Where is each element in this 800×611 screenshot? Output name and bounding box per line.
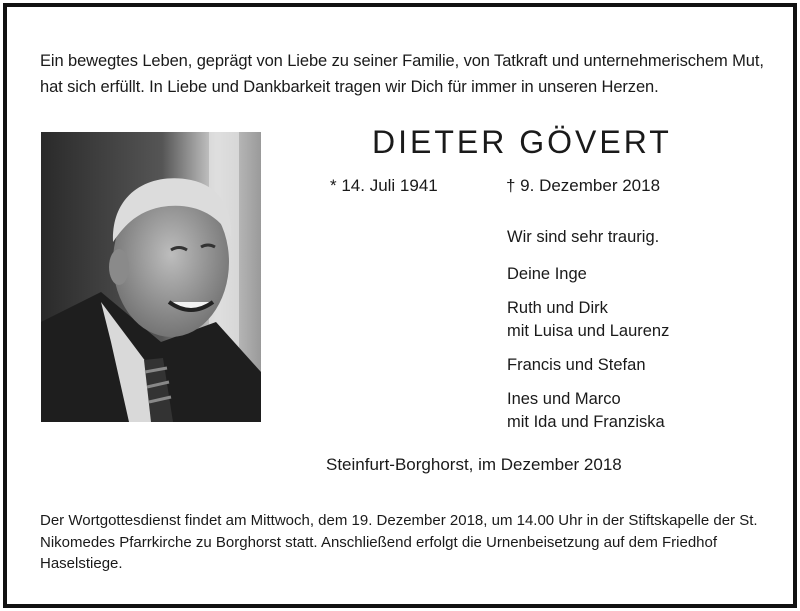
service-text: Der Wortgottesdienst findet am Mittwoch, dem 19. Dezember 2018, um 14.00 Uhr in der Stiftskapelle der St. Nikomedes Pfarrkirche zu Borghorst statt. Anschließend erfolgt die Urnenbeisetzung auf dem Friedhof Haselstiege. [40,512,758,572]
mourner-line: Ines und Marco [507,390,621,408]
mourners-list [507,226,669,445]
deceased-name: DIETER GÖVERT [372,124,672,160]
mourner-line: Ruth und Dirk [507,299,608,317]
mourner-group [507,297,669,343]
mourner-line: mit Luisa und Laurenz [507,322,670,340]
mourner-group [507,354,669,377]
mourner-line: Deine Inge [507,265,587,283]
portrait-image [41,132,261,422]
mourner-line: mit Ida und Franziska [507,413,665,431]
mourner-group [507,263,669,286]
birth-date: * 14. Juli 1941 [330,176,438,195]
mourner-group [507,388,669,434]
place-date: Steinfurt-Borghorst, im Dezember 2018 [326,455,622,474]
mourners-statement: Wir sind sehr traurig. [507,228,660,246]
death-date: † 9. Dezember 2018 [506,176,661,195]
portrait-photo [41,132,261,422]
intro-text: Ein bewegtes Leben, geprägt von Liebe zu seiner Familie, von Tatkraft und unternehmerischem Mut, hat sich erfüllt. In Liebe und Dankbarkeit tragen wir Dich für immer in unseren Herzen. [40,52,764,96]
mourner-line: Francis und Stefan [507,356,646,374]
